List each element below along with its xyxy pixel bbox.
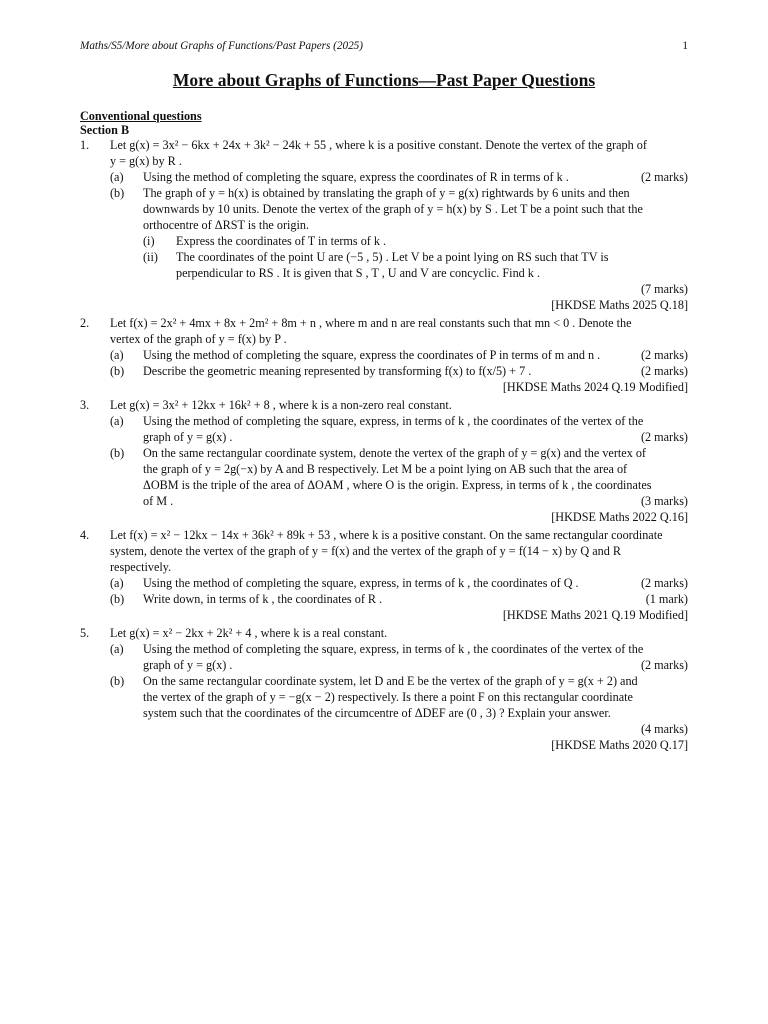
part-text: Using the method of completing the square, express the coordinates of P in terms of m and n . (143, 348, 601, 362)
part-text: On the same rectangular coordinate system, denote the vertex of the graph of y = g(x) and the vertex of (143, 446, 646, 460)
part-label: (b) (110, 446, 125, 460)
question-text: Let f(x) = 2x² + 4mx + 8x + 2m² + 8m + n , where m and n are real constants such that mn < 0 . Denote the (110, 316, 632, 330)
part-text: Using the method of completing the square, express, in terms of k , the coordinates of the vertex of the (143, 642, 644, 656)
part-marks: (2 marks) (640, 430, 688, 444)
question-number: 1. (80, 138, 90, 152)
question-stem-line (80, 315, 688, 331)
page-number: 1 (682, 40, 688, 52)
subpart-label: (ii) (143, 250, 158, 264)
page-title: More about Graphs of Functions—Past Paper Questions (172, 70, 596, 90)
question-source: [HKDSE Maths 2022 Q.16] (551, 510, 688, 524)
part-text: system such that the coordinates of the circumcentre of ΔDEF are (0 , 3) ? Explain your answer. (143, 706, 611, 720)
question-source: [HKDSE Maths 2020 Q.17] (551, 738, 688, 752)
part-text: downwards by 10 units. Denote the vertex of the graph of y = h(x) by S . Let T be a point such that the (143, 202, 643, 216)
part-text: Using the method of completing the square, express, in terms of k , the coordinates of Q . (143, 576, 579, 590)
part-marks: (2 marks) (640, 170, 688, 184)
part-text: graph of y = g(x) . (143, 430, 233, 444)
question-number: 2. (80, 316, 90, 330)
question-block (80, 315, 688, 395)
part-line (80, 641, 688, 657)
question-text: Let f(x) = x² − 12kx − 14x + 36k² + 89k + 53 , where k is a positive constant. On the same rectangular coordinate (110, 528, 663, 542)
part-marks: (3 marks) (640, 494, 688, 508)
section-heading: Conventional questions (80, 109, 202, 123)
part-marks: (1 mark) (645, 592, 688, 606)
part-line (80, 201, 688, 217)
part-line (80, 673, 688, 689)
question-block (80, 397, 688, 525)
question-text: vertex of the graph of y = f(x) by P . (110, 332, 287, 346)
question-marks: (4 marks) (640, 722, 688, 736)
question-text: y = g(x) by R . (110, 154, 182, 168)
question-stem-line (80, 527, 688, 543)
part-line (80, 461, 688, 477)
section-b-heading: Section B (80, 123, 130, 137)
subpart-text: The coordinates of the point U are (−5 , 5) . Let V be a point lying on RS such that TV is (176, 250, 609, 264)
part-line (80, 429, 688, 445)
question-number: 3. (80, 398, 90, 412)
question-marks: (7 marks) (640, 282, 688, 296)
part-label: (a) (110, 642, 124, 656)
part-line (80, 493, 688, 509)
part-text: the vertex of the graph of y = −g(x − 2) respectively. Is there a point F on this rectangular coordinate (143, 690, 633, 704)
question-stem-line (80, 397, 688, 413)
part-line (80, 591, 688, 607)
question-text: respectively. (110, 560, 172, 574)
part-text: graph of y = g(x) . (143, 658, 233, 672)
part-label: (a) (110, 348, 124, 362)
part-line (80, 185, 688, 201)
part-text: Describe the geometric meaning represented by transforming f(x) to f(x/5) + 7 . (143, 364, 532, 378)
part-marks: (2 marks) (640, 364, 688, 378)
subpart-line (80, 265, 688, 281)
question-stem-line (80, 543, 688, 559)
subpart-text: perpendicular to RS . It is given that S , T , U and V are concyclic. Find k . (176, 266, 540, 280)
part-text: On the same rectangular coordinate system, let D and E be the vertex of the graph of y = g(x + 2) and (143, 674, 638, 688)
running-header (80, 38, 688, 54)
part-label: (a) (110, 170, 124, 184)
question-text: system, denote the vertex of the graph of y = f(x) and the vertex of the graph of y = f(14 − x) by Q and R (110, 544, 622, 558)
question-text: Let g(x) = 3x² − 6kx + 24x + 3k² − 24k + 55 , where k is a positive constant. Denote the vertex of the graph of (110, 138, 647, 152)
question-stem-line (80, 331, 688, 347)
question-number: 5. (80, 626, 90, 640)
question-text: Let g(x) = 3x² + 12kx + 16k² + 8 , where k is a non-zero real constant. (110, 398, 452, 412)
part-text: Write down, in terms of k , the coordinates of R . (143, 592, 383, 606)
part-line (80, 705, 688, 721)
question-number: 4. (80, 528, 90, 542)
part-label: (b) (110, 592, 125, 606)
question-source: [HKDSE Maths 2021 Q.19 Modified] (502, 608, 688, 622)
part-text: ΔOBM is the triple of the area of ΔOAM , where O is the origin. Express, in terms of k , the coordinates (143, 478, 652, 492)
question-stem-line (80, 137, 688, 153)
part-line (80, 445, 688, 461)
header-text: Maths/S5/More about Graphs of Functions/Past Papers (2025) (80, 40, 363, 52)
part-label: (a) (110, 414, 124, 428)
question-block (80, 625, 688, 753)
part-text: the graph of y = 2g(−x) by A and B respectively. Let M be a point lying on AB such that the area of (143, 462, 628, 476)
question-source: [HKDSE Maths 2024 Q.19 Modified] (502, 380, 688, 394)
question-source: [HKDSE Maths 2025 Q.18] (551, 298, 688, 312)
part-line (80, 575, 688, 591)
part-line (80, 413, 688, 429)
subpart-line (80, 233, 688, 249)
part-text: orthocentre of ΔRST is the origin. (143, 218, 310, 232)
part-marks: (2 marks) (640, 576, 688, 590)
part-text: Using the method of completing the square, express the coordinates of R in terms of k . (143, 170, 569, 184)
part-text: The graph of y = h(x) is obtained by translating the graph of y = g(x) rightwards by 6 units and then (143, 186, 630, 200)
part-marks: (2 marks) (640, 348, 688, 362)
question-stem-line (80, 153, 688, 169)
question-block (80, 137, 688, 313)
part-label: (b) (110, 674, 125, 688)
question-stem-line (80, 559, 688, 575)
questions-body (80, 108, 688, 755)
part-label: (b) (110, 364, 125, 378)
part-text: Using the method of completing the square, express, in terms of k , the coordinates of the vertex of the (143, 414, 644, 428)
part-line (80, 477, 688, 493)
question-stem-line (80, 625, 688, 641)
part-line (80, 657, 688, 673)
question-list (80, 137, 688, 753)
part-line (80, 363, 688, 379)
part-label: (b) (110, 186, 125, 200)
part-line (80, 217, 688, 233)
part-line (80, 169, 688, 185)
question-text: Let g(x) = x² − 2kx + 2k² + 4 , where k is a real constant. (110, 626, 388, 640)
part-marks: (2 marks) (640, 658, 688, 672)
question-block (80, 527, 688, 623)
part-text: of M . (143, 494, 174, 508)
part-line (80, 689, 688, 705)
subpart-label: (i) (143, 234, 155, 248)
part-label: (a) (110, 576, 124, 590)
part-line (80, 347, 688, 363)
subpart-text: Express the coordinates of T in terms of k . (176, 234, 387, 248)
subpart-line (80, 249, 688, 265)
